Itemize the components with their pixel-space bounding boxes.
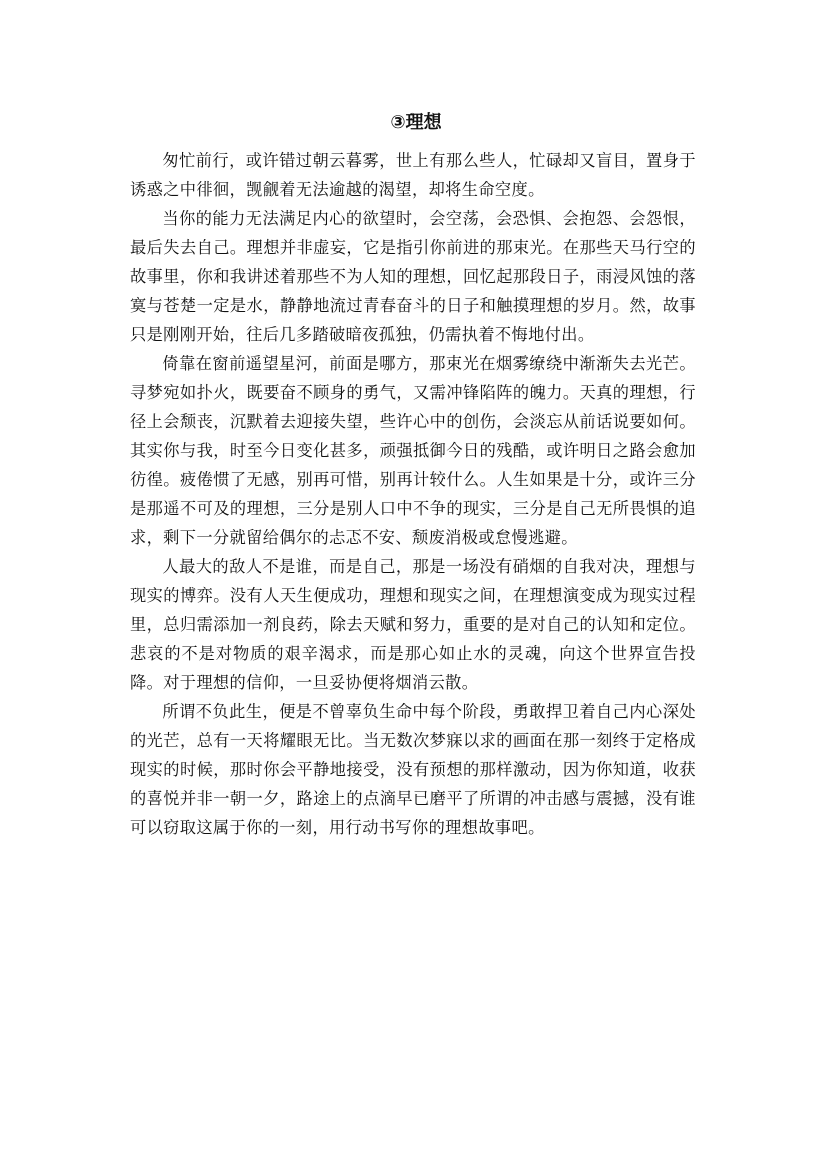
essay-paragraph-2: 当你的能力无法满足内心的欲望时，会空荡，会恐惧、会抱怨、会怨恨，最后失去自己。理想并非虚妄，它是指引你前进的那束光。在那些天马行空的故事里，你和我讲述着那些不为人知的理想，回忆起那段日子，雨浸风蚀的落寞与苍楚一定是水，静静地流过青春奋斗的日子和触摸理想的岁月。然，故事只是刚刚开始，往后几多踏破暗夜孤独，仍需执着不悔地付出。 <box>130 209 696 344</box>
essay-title: ③理想 <box>390 112 442 133</box>
essay-paragraph-4: 人最大的敌人不是谁，而是自己，那是一场没有硝烟的自我对决，理想与现实的博弈。没有人天生便成功，理想和现实之间，在理想演变成为现实过程里，总归需添加一剂良药，除去天赋和努力，重要的是对自己的认知和定位。悲哀的不是对物质的艰辛渴求，而是那心如止水的灵魂，向这个世界宣告投降。对于理想的信仰，一旦妥协便将烟消云散。 <box>130 557 696 692</box>
essay-paragraph-5: 所谓不负此生，便是不曾辜负生命中每个阶段，勇敢捍卫着自己内心深处的光芒，总有一天将耀眼无比。当无数次梦寐以求的画面在那一刻终于定格成现实的时候，那时你会平静地接受，没有预想的那样激动，因为你知道，收获的喜悦并非一朝一夕，路途上的点滴早已磨平了所谓的冲击感与震撼，没有谁可以窃取这属于你的一刻，用行动书写你的理想故事吧。 <box>130 702 696 837</box>
essay-paragraph-3: 倚靠在窗前遥望星河，前面是哪方，那束光在烟雾缭绕中渐渐失去光芒。寻梦宛如扑火，既要奋不顾身的勇气，又需冲锋陷阵的魄力。天真的理想，行径上会颓丧，沉默着去迎接失望，些许心中的创伤，会淡忘从前话说要如何。其实你与我，时至今日变化甚多，顽强抵御今日的残酷，或许明日之路会愈加彷徨。疲倦惯了无感，别再可惜，别再计较什么。人生如果是十分，或许三分是那遥不可及的理想，三分是别人口中不争的现实，三分是自己无所畏惧的追求，剩下一分就留给偶尔的忐忑不安、颓废消极或怠慢逃避。 <box>130 354 696 547</box>
essay-body <box>130 108 696 842</box>
essay-paragraph-1: 匆忙前行，或许错过朝云暮雾，世上有那么些人，忙碌却又盲目，置身于诱惑之中徘徊，觊觎着无法逾越的渴望，却将生命空度。 <box>130 151 696 199</box>
